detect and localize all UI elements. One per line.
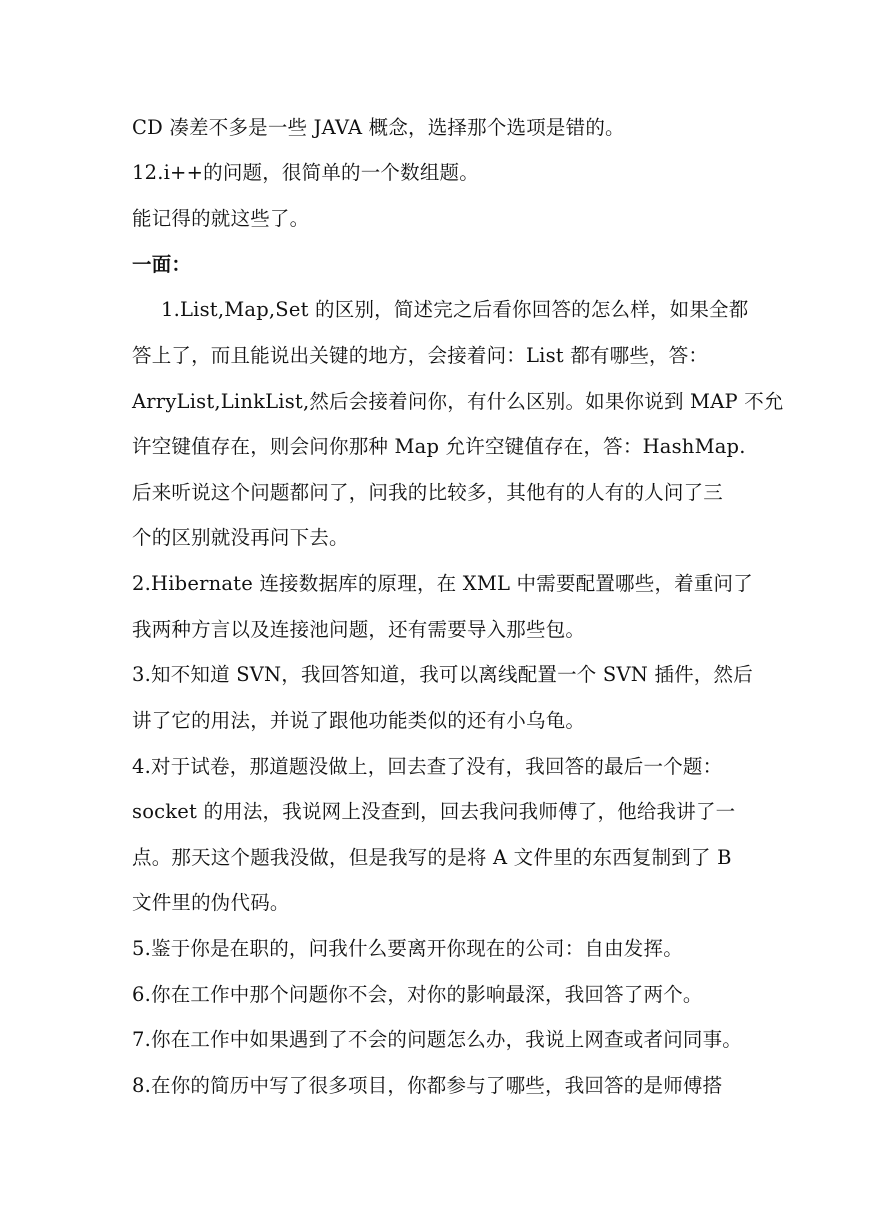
text-line: ArryList,LinkList,然后会接着问你，有什么区别。如果你说到 MAP 不允 bbox=[132, 390, 784, 413]
text-line: 点。那天这个题我没做，但是我写的是将 A 文件里的东西复制到了 B bbox=[132, 846, 732, 869]
text-line: 个的区别就没再问下去。 bbox=[132, 526, 349, 549]
text-line: 6.你在工作中那个问题你不会，对你的影响最深，我回答了两个。 bbox=[132, 983, 703, 1006]
text-line: 4.对于试卷，那道题没做上，回去查了没有，我回答的最后一个题： bbox=[132, 755, 723, 778]
text-line: CD 凑差不多是一些 JAVA 概念，选择那个选项是错的。 bbox=[132, 116, 625, 139]
text-line: 1.List,Map,Set 的区别，简述完之后看你回答的怎么样，如果全都 bbox=[161, 298, 749, 321]
text-line: 5.鉴于你是在职的，问我什么要离开你现在的公司：自由发挥。 bbox=[132, 937, 683, 960]
section-heading: 一面： bbox=[132, 253, 192, 276]
text-line: 许空键值存在，则会问你那种 Map 允许空键值存在，答：HashMap. bbox=[132, 435, 746, 458]
text-line: 7.你在工作中如果遇到了不会的问题怎么办，我说上网查或者问同事。 bbox=[132, 1028, 743, 1051]
text-line: 能记得的就这些了。 bbox=[132, 207, 310, 230]
text-line: 后来听说这个问题都问了，问我的比较多，其他有的人有的人问了三 bbox=[132, 481, 724, 504]
text-line: 我两种方言以及连接池问题，还有需要导入那些包。 bbox=[132, 618, 586, 641]
text-line: 8.在你的简历中写了很多项目，你都参与了哪些，我回答的是师傅搭 bbox=[132, 1074, 723, 1097]
text-line: 2.Hibernate 连接数据库的原理，在 XML 中需要配置哪些，着重问了 bbox=[132, 572, 753, 595]
text-line: 讲了它的用法，并说了跟他功能类似的还有小乌龟。 bbox=[132, 709, 586, 732]
text-line: 答上了，而且能说出关键的地方，会接着问：List 都有哪些，答： bbox=[132, 344, 709, 367]
text-line: 文件里的伪代码。 bbox=[132, 891, 290, 914]
text-line: 3.知不知道 SVN，我回答知道，我可以离线配置一个 SVN 插件，然后 bbox=[132, 663, 753, 686]
text-line: 12.i++的问题，很简单的一个数组题。 bbox=[132, 161, 479, 184]
text-line: socket 的用法，我说网上没查到，回去我问我师傅了，他给我讲了一 bbox=[132, 800, 736, 823]
